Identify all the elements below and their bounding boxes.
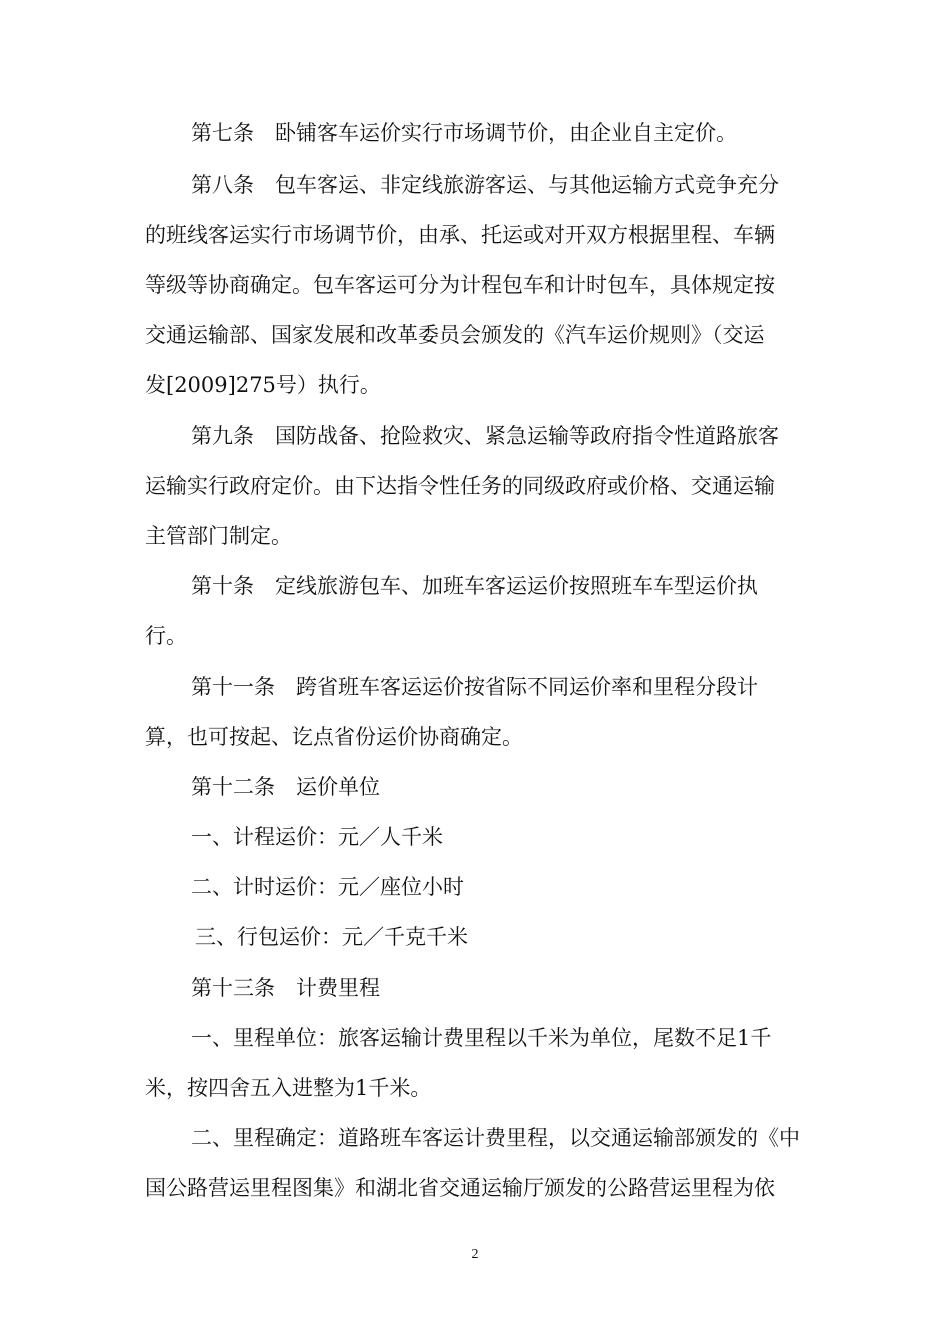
text-line: 第十三条 计费里程: [191, 976, 380, 1000]
text-line: 二、里程确定：道路班车客运计费里程，以交通运输部颁发的《中: [191, 1126, 800, 1150]
text-line: 第七条 卧铺客车运价实行市场调节价，由企业自主定价。: [191, 121, 737, 145]
text-line: 第十一条 跨省班车客运运价按省际不同运价率和里程分段计: [191, 675, 758, 699]
text-line: 第十条 定线旅游包车、加班车客运运价按照班车车型运价执: [191, 574, 758, 598]
text-line: 米，按四舍五入进整为1千米。: [145, 1076, 432, 1100]
text-line: 发[2009]275号）执行。: [145, 373, 381, 397]
text-line: 第九条 国防战备、抢险救灾、紧急运输等政府指令性道路旅客: [191, 424, 779, 448]
text-line: 一、计程运价：元／人千米: [191, 825, 443, 849]
text-line: 等级等协商确定。包车客运可分为计程包车和计时包车，具体规定按: [145, 273, 775, 297]
text-line: 一、里程单位：旅客运输计费里程以千米为单位，尾数不足1千: [191, 1026, 772, 1050]
page-number: 2: [471, 1247, 479, 1262]
text-line: 交通运输部、国家发展和改革委员会颁发的《汽车运价规则》（交运: [145, 323, 765, 347]
text-line: 运输实行政府定价。由下达指令性任务的同级政府或价格、交通运输: [145, 474, 775, 498]
text-line: 主管部门制定。: [145, 524, 292, 548]
text-line: 第八条 包车客运、非定线旅游客运、与其他运输方式竞争充分: [191, 173, 779, 197]
text-line: 三、行包运价：元／千克千米: [195, 925, 468, 949]
text-line: 国公路营运里程图集》和湖北省交通运输厅颁发的公路营运里程为依: [145, 1176, 775, 1200]
text-line: 的班线客运实行市场调节价，由承、托运或对开双方根据里程、车辆: [145, 223, 775, 247]
text-line: 二、计时运价：元／座位小时: [191, 875, 464, 899]
text-line: 算，也可按起、讫点省份运价协商确定。: [145, 725, 523, 749]
text-line: 第十二条 运价单位: [191, 775, 380, 799]
text-line: 行。: [145, 624, 187, 648]
